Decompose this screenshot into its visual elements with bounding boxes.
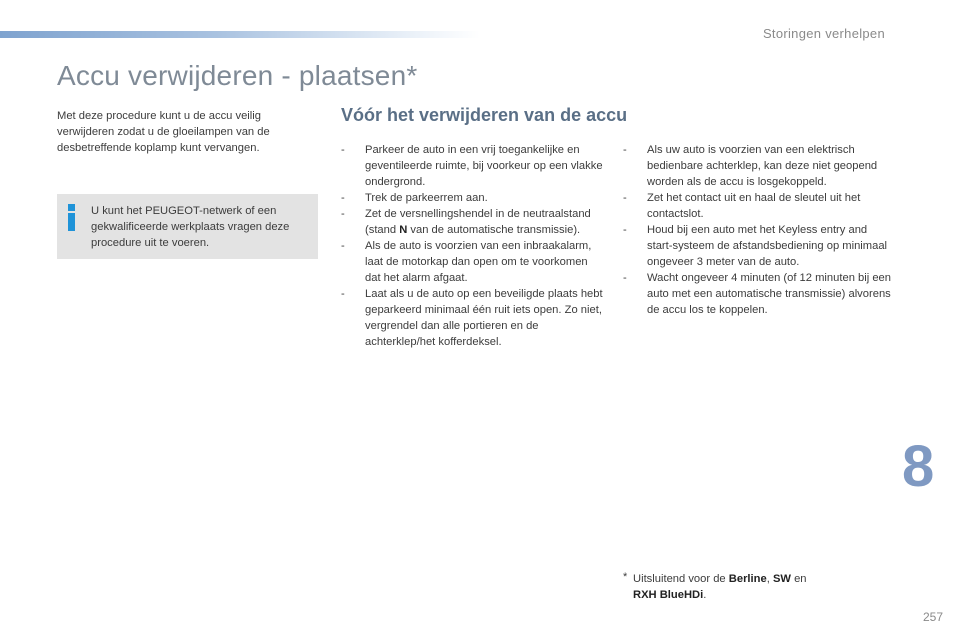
info-icon: [67, 204, 76, 232]
steps-list-left: [341, 142, 606, 350]
footnote-model: Berline: [728, 573, 767, 585]
section-heading: Vóór het verwijderen van de accu: [341, 105, 628, 125]
bullet-dash: -: [623, 144, 627, 156]
chapter-number: 8: [902, 434, 935, 499]
info-text: U kunt het PEUGEOT-netwerk of een gekwalificeerde werkplaats vragen deze procedure uit te voeren.: [91, 205, 290, 249]
list-item: [341, 286, 606, 350]
step-text: Zet de versnellingshendel in de neutraalstand (stand: [365, 208, 591, 236]
bullet-dash: -: [623, 192, 627, 204]
step-text: Parkeer de auto in een vrij toegankelijke en geventileerde ruimte, bij voorkeur op een vlakke ondergrond.: [365, 144, 603, 188]
footnote-text: .: [703, 589, 707, 601]
list-item: [341, 190, 606, 206]
step-text: Trek de parkeerrem aan.: [365, 192, 488, 204]
list-item: [623, 270, 891, 318]
step-text: Laat als u de auto op een beveiligde plaats hebt geparkeerd minimaal één ruit iets open. Zo niet, vergrendel dan alle portieren en de achterklep/het kofferdeksel.: [365, 288, 603, 348]
section-header: Storingen verhelpen: [762, 26, 885, 41]
list-item: [341, 142, 606, 190]
bullet-dash: -: [623, 272, 627, 284]
page-number: 257: [922, 610, 943, 624]
step-text: Zet het contact uit en haal de sleutel uit het contactslot.: [647, 192, 861, 220]
list-item: [623, 142, 891, 190]
bullet-dash: -: [341, 288, 345, 300]
step-text: Als de auto is voorzien van een inbraakalarm, laat de motorkap dan open om te voorkomen dat het alarm afgaat.: [365, 240, 592, 284]
footnote: [623, 571, 853, 603]
step-text: Houd bij een auto met het Keyless entry and start-systeem de afstandsbediening op minimaal ongeveer 3 meter van de auto.: [647, 224, 888, 268]
bullet-dash: -: [341, 208, 345, 220]
gear-position-label: N: [399, 224, 408, 236]
header-gradient-bar: [0, 31, 480, 38]
footnote-mark: *: [623, 571, 628, 583]
bullet-dash: -: [623, 224, 627, 236]
footnote-model: SW: [772, 573, 791, 585]
footnote-text: en: [790, 573, 807, 585]
step-text: Als uw auto is voorzien van een elektrisch bedienbare achterklep, kan deze niet geopend worden als de accu is losgekoppeld.: [647, 144, 878, 188]
footnote-model: RXH BlueHDi: [633, 589, 704, 601]
list-item: [623, 222, 891, 270]
page-title: Accu verwijderen - plaatsen*: [57, 60, 418, 91]
intro-text: Met deze procedure kunt u de accu veilig verwijderen zodat u de gloeilampen van de desbetreffende koplamp kunt vervangen.: [57, 110, 270, 154]
list-item: [341, 206, 606, 238]
list-item: [623, 190, 891, 222]
info-box: [57, 194, 318, 259]
step-text: van de automatische transmissie).: [407, 224, 581, 236]
steps-list-right: [623, 142, 891, 318]
footnote-separator: ,: [766, 573, 773, 585]
bullet-dash: -: [341, 144, 345, 156]
step-text: Wacht ongeveer 4 minuten (of 12 minuten bij een auto met een automatische transmissie) alvorens de accu los te koppelen.: [647, 272, 891, 316]
bullet-dash: -: [341, 192, 345, 204]
list-item: [341, 238, 606, 286]
footnote-text: Uitsluitend voor de: [633, 573, 729, 585]
bullet-dash: -: [341, 240, 345, 252]
